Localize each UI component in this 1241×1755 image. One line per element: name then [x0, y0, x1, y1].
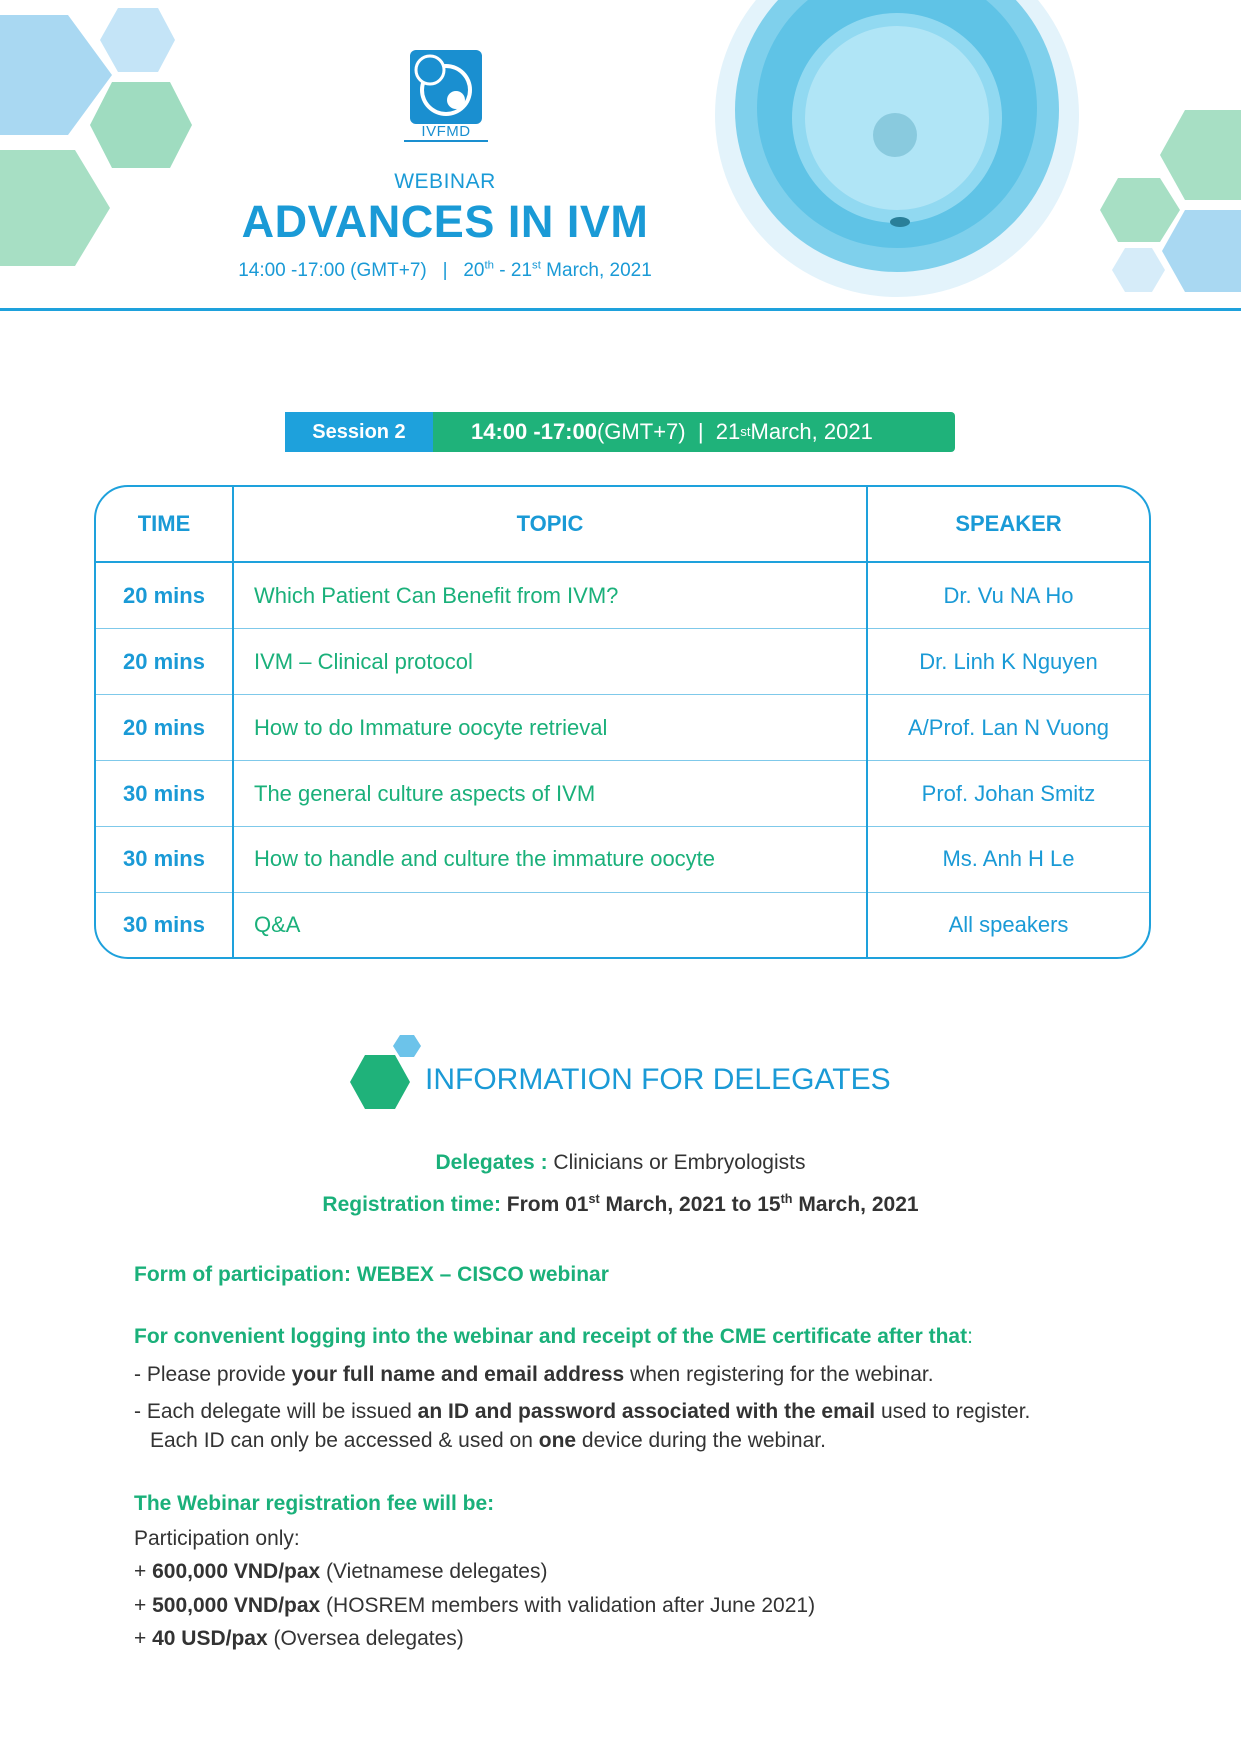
participation-only: Participation only:	[134, 1527, 300, 1550]
bullet2-post: used to register.	[875, 1400, 1031, 1423]
row-speaker: Dr. Linh K Nguyen	[867, 629, 1149, 695]
form-of-participation: Form of participation: WEBEX – CISCO webinar	[134, 1263, 609, 1286]
bullet2b-pre: Each ID can only be accessed & used on	[150, 1429, 539, 1452]
bullet-2-continued	[150, 1428, 826, 1454]
logo-text: IVFMD	[404, 124, 488, 142]
fee-heading: The Webinar registration fee will be:	[134, 1492, 495, 1515]
table-row	[96, 761, 1149, 827]
header-time: TIME	[96, 487, 233, 562]
row-topic: How to handle and culture the immature oocyte	[233, 826, 867, 892]
bullet-1	[134, 1362, 934, 1388]
bullet2b-bold: one	[538, 1429, 577, 1452]
webinar-label: WEBINAR	[394, 170, 496, 193]
delegates-label: Delegates :	[435, 1151, 548, 1174]
fee-amount: 600,000 VND/pax	[152, 1560, 321, 1583]
fee-note: (Oversea delegates)	[267, 1627, 464, 1650]
fee-amount: 500,000 VND/pax	[152, 1594, 321, 1617]
row-topic: How to do Immature oocyte retrieval	[233, 695, 867, 761]
hexagon-shape	[1162, 210, 1241, 292]
logging-heading: For convenient logging into the webinar and receipt of the CME certificate after that	[134, 1325, 968, 1348]
fee-amount: 40 USD/pax	[152, 1627, 268, 1650]
bullet1-post: when registering for the webinar.	[624, 1363, 934, 1386]
fee-note: (HOSREM members with validation after June 2021)	[320, 1594, 816, 1617]
row-time: 20 mins	[96, 562, 233, 629]
row-speaker: Prof. Johan Smitz	[867, 761, 1149, 827]
row-time: 20 mins	[96, 695, 233, 761]
registration-from-suffix: st	[588, 1192, 600, 1206]
registration-to-suffix: th	[780, 1192, 793, 1206]
registration-mid: March, 2021 to 15	[599, 1193, 781, 1216]
table-header-row	[96, 487, 1149, 562]
bullet2-bold: an ID and password associated with the email	[417, 1400, 876, 1423]
separator: |	[442, 260, 448, 281]
hexagon-shape	[0, 150, 110, 266]
registration-line	[0, 1193, 1241, 1217]
registration-label: Registration time:	[322, 1193, 501, 1216]
hexagon-shape	[90, 82, 192, 168]
row-speaker: A/Prof. Lan N Vuong	[867, 695, 1149, 761]
row-time: 30 mins	[96, 761, 233, 827]
agenda-table	[94, 485, 1151, 959]
row-speaker: Ms. Anh H Le	[867, 826, 1149, 892]
event-time: 14:00 -17:00 (GMT+7)	[238, 260, 427, 281]
section-title: INFORMATION FOR DELEGATES	[425, 1063, 891, 1096]
hexagon-shape	[1112, 248, 1165, 292]
fee-prefix: +	[134, 1560, 153, 1583]
header-speaker: SPEAKER	[867, 487, 1149, 562]
session-label: Session 2	[285, 412, 433, 452]
session-time: 14:00 -17:00 (GMT+7) | 21 st March, 2021	[433, 412, 955, 452]
row-topic: Q&A	[233, 892, 867, 957]
date-day2: 21	[510, 260, 533, 281]
row-time: 30 mins	[96, 826, 233, 892]
row-speaker: All speakers	[948, 911, 1069, 937]
date-dash: -	[493, 260, 511, 281]
logging-colon: :	[967, 1325, 973, 1348]
logging-heading-line	[134, 1324, 973, 1350]
fee-item	[134, 1593, 815, 1619]
page-title: ADVANCES IN IVM	[241, 196, 649, 247]
fee-note: (Vietnamese delegates)	[320, 1560, 548, 1583]
session-bar	[285, 412, 955, 452]
row-time: 20 mins	[96, 629, 233, 695]
separator: |	[697, 419, 704, 444]
event-date-line	[180, 260, 710, 282]
hexagon-shape	[1160, 110, 1241, 200]
table-row	[96, 826, 1149, 892]
bullet2-pre: - Each delegate will be issued	[134, 1400, 418, 1423]
table-row	[96, 629, 1149, 695]
hexagon-icon	[345, 1030, 425, 1110]
fee-item	[134, 1626, 464, 1652]
delegates-line	[0, 1151, 1241, 1175]
row-topic: IVM – Clinical protocol	[233, 629, 867, 695]
date-day2-suffix: st	[532, 259, 541, 272]
table-row	[96, 892, 1149, 957]
fee-prefix: +	[134, 1594, 153, 1617]
bullet-2	[134, 1399, 1030, 1425]
hexagon-shape	[1100, 178, 1180, 242]
bullet2b-post: device during the webinar.	[576, 1429, 826, 1452]
session-tz: (GMT+7)	[596, 419, 686, 444]
date-day1-suffix: th	[484, 259, 494, 272]
session-day: 21	[715, 419, 741, 444]
row-speaker: Dr. Vu NA Ho	[867, 562, 1149, 629]
session-time-bold: 14:00 -17:00	[471, 419, 597, 444]
fee-item	[134, 1559, 547, 1585]
date-day1: 20	[463, 260, 485, 281]
registration-end: March, 2021	[792, 1193, 919, 1216]
table-row	[96, 562, 1149, 629]
header-topic: TOPIC	[233, 487, 867, 562]
bullet1-bold: your full name and email address	[291, 1363, 625, 1386]
hexagon-shape	[100, 8, 175, 72]
header-divider	[0, 308, 1241, 311]
table-row	[96, 695, 1149, 761]
date-month-year: March, 2021	[540, 260, 652, 281]
row-topic: Which Patient Can Benefit from IVM?	[233, 562, 867, 629]
session-month-year: March, 2021	[750, 419, 873, 444]
registration-from: From 01	[500, 1193, 589, 1216]
delegates-value: Clinicians or Embryologists	[547, 1151, 806, 1174]
row-time: 30 mins	[96, 892, 233, 957]
fee-prefix: +	[134, 1627, 153, 1650]
row-topic: The general culture aspects of IVM	[233, 761, 867, 827]
bullet1-pre: - Please provide	[134, 1363, 292, 1386]
